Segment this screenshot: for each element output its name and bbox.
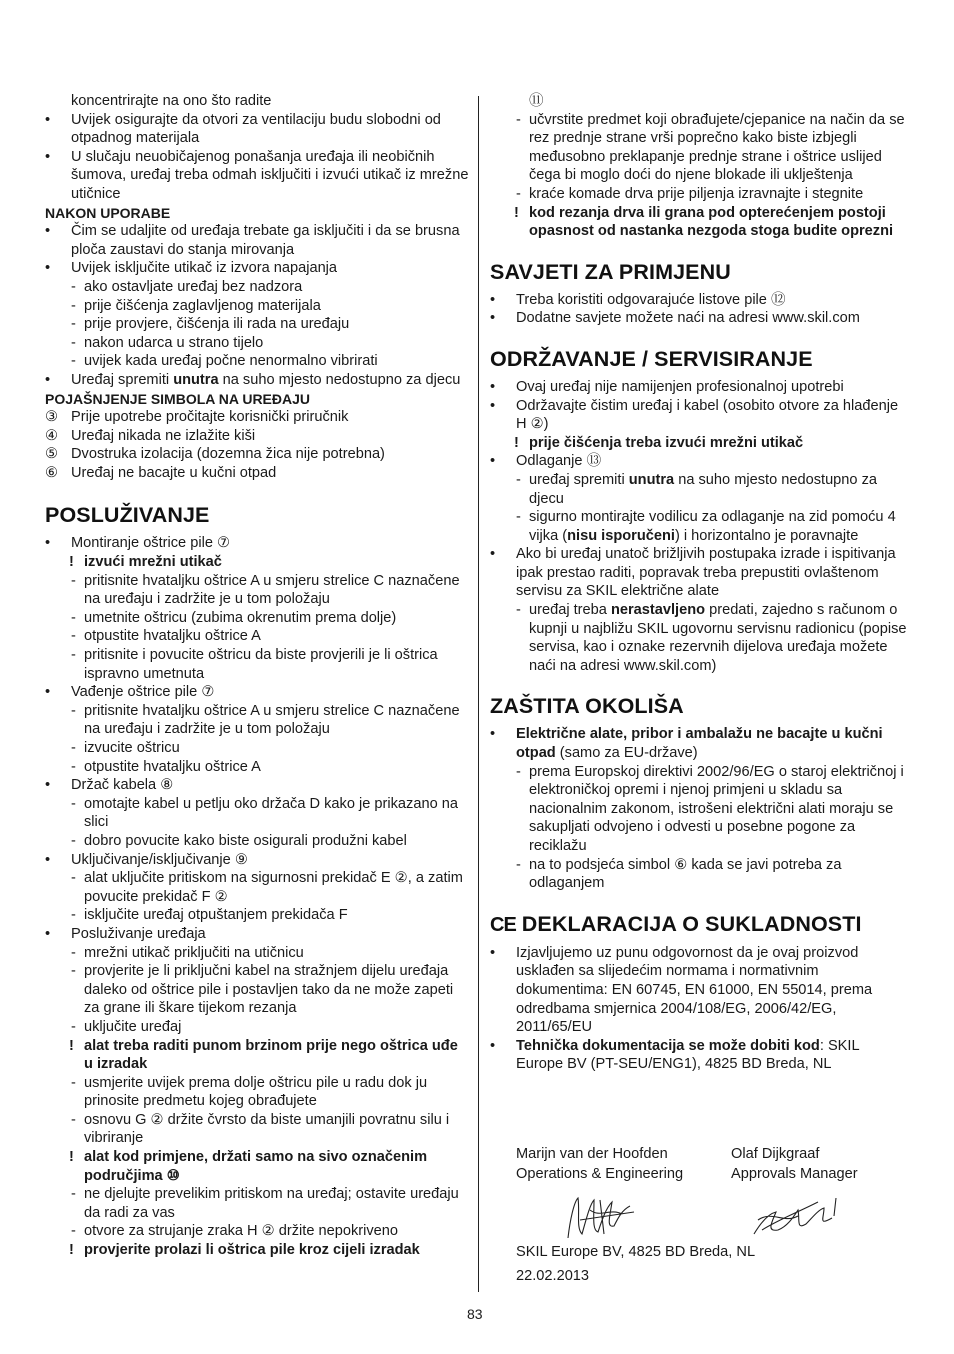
- section-heading-deklaracija: [490, 911, 910, 938]
- operation-item: [45, 925, 470, 944]
- bullet-icon: •: [490, 944, 496, 961]
- maintenance-item: [490, 378, 910, 397]
- bullet-icon: •: [490, 726, 496, 743]
- left-intro-item: [45, 390, 470, 409]
- dash-marker: -: [71, 1186, 76, 1203]
- dash-marker: -: [71, 907, 76, 924]
- left-intro-item: [45, 427, 470, 446]
- left-intro-item: [45, 334, 470, 353]
- left-intro-text: koncentrirajte na ono što radite: [71, 93, 272, 109]
- operation-text: umetnite oštricu (zubima okrenutim prema dolje): [84, 609, 397, 626]
- operation-text: usmjerite uvijek prema dolje oštricu pile u radu dok ju prinosite predmetu kojeg obrađujete: [84, 1074, 428, 1110]
- bullet-icon: •: [45, 851, 51, 868]
- left-intro-item: [45, 408, 470, 427]
- bullet-icon: •: [45, 535, 51, 552]
- right-intro-text: kod rezanja drva ili grana pod opterećenjem postoji opasnost od nastanka nezgoda stoga budite oprezni: [529, 204, 894, 240]
- left-intro-item: [45, 111, 470, 148]
- maintenance-item: [490, 452, 910, 471]
- maintenance-list: [490, 378, 910, 676]
- environment-item: [490, 763, 910, 856]
- operation-item: [45, 627, 470, 646]
- bullet-icon: •: [490, 378, 496, 395]
- operation-text: osnovu G ② držite čvrsto da biste umanjili povratnu silu i vibriranje: [84, 1111, 450, 1147]
- operation-text: pritisnite hvataljku oštrice A u smjeru strelice C naznačene na uređaju i zadržite je u tom položaju: [84, 572, 460, 608]
- signature-left-icon: [560, 1190, 640, 1244]
- warning-mark-icon: !: [514, 434, 519, 451]
- dash-marker: -: [71, 647, 76, 664]
- dash-marker: -: [516, 856, 521, 873]
- tip-item: [490, 309, 910, 328]
- declaration-item: [490, 1037, 910, 1074]
- signatory-left-role: Operations & Engineering: [516, 1166, 684, 1182]
- operation-item: [45, 869, 470, 906]
- symbol-number: ④: [45, 427, 59, 444]
- bullet-icon: •: [490, 397, 496, 414]
- operation-text: alat kod primjene, držati samo na sivo označenim područjima ⑩: [84, 1149, 428, 1184]
- section-heading-zastita: ZAŠTITA OKOLIŠA: [490, 694, 684, 719]
- operation-text: Montiranje oštrice pile ⑦: [71, 535, 231, 552]
- operation-text: pritisnite hvataljku oštrice A u smjeru strelice C naznačene na uređaju i zadržite je u tom položaju: [84, 702, 460, 738]
- signatory-right-role: Approvals Manager: [731, 1166, 858, 1182]
- dash-marker: -: [71, 702, 76, 719]
- operation-item: [45, 1111, 470, 1148]
- left-intro-text: U slučaju neuobičajenog ponašanja uređaja ili neobičnih šumova, uređaj treba odmah isključiti i izvući utikač iz mrežne utičnice: [71, 148, 469, 202]
- dash-marker: -: [71, 628, 76, 645]
- right-intro-text: kraće komade drva prije piljenja izravnajte i stegnite: [529, 185, 864, 202]
- operation-item: [45, 534, 470, 553]
- ce-mark-icon: CE: [490, 913, 516, 936]
- left-intro-text: Čim se udaljite od uređaja trebate ga isključiti i da se brusna ploča zaustavi do stanja mirovanja: [71, 223, 460, 258]
- operation-text: mrežni utikač priključiti na utičnicu: [84, 944, 304, 961]
- operation-text: provjerite prolazi li oštrica pile kroz cijeli izradak: [84, 1242, 420, 1259]
- signatory-left: [516, 1144, 683, 1184]
- warning-mark-icon: !: [69, 1149, 74, 1166]
- bullet-icon: •: [490, 546, 496, 563]
- bullet-icon: •: [45, 371, 51, 388]
- left-intro-item: [45, 371, 470, 390]
- maintenance-item: [490, 434, 910, 453]
- maintenance-text: prije čišćenja treba izvući mrežni utikač: [529, 434, 804, 451]
- operation-text: provjerite je li priključni kabel na stražnjem dijelu uređaja daleko od oštrice pile i postavljen tako da ne može zapeti za grane ili škare tijekom rezanja: [84, 963, 454, 1017]
- operation-item: [45, 1148, 470, 1185]
- application-tips-list: [490, 291, 910, 328]
- operation-text: Vađenje oštrice pile ⑦: [71, 684, 215, 701]
- maintenance-item: [490, 397, 910, 434]
- operation-text: ne djelujte prevelikim pritiskom na uređaj; ostavite uređaju da radi za vas: [84, 1186, 459, 1221]
- maintenance-text: sigurno montirajte vodilicu za odlaganje na zid pomoću 4 vijka (nisu isporučeni) i horizontalno je poravnajte: [529, 509, 896, 544]
- environment-item: [490, 725, 910, 762]
- left-intro-item: [45, 259, 470, 278]
- bullet-icon: •: [45, 260, 51, 277]
- left-intro-text: Dvostruka izolacija (dozemna žica nije potrebna): [71, 446, 385, 463]
- declaration-text: Tehnička dokumentacija se može dobiti kod: SKIL Europe BV (PT-SEU/ENG1), 4825 BD Breda, NL: [516, 1037, 860, 1073]
- right-intro-item: [490, 185, 910, 204]
- operation-text: Posluživanje uređaja: [71, 925, 206, 942]
- environment-list: [490, 725, 910, 892]
- operation-text: otpustite hvataljku oštrice A: [84, 628, 261, 645]
- dash-marker: -: [516, 185, 521, 202]
- left-intro-item: [45, 148, 470, 204]
- dash-marker: -: [71, 609, 76, 626]
- operation-item: [45, 906, 470, 925]
- operation-text: Uključivanje/isključivanje ⑨: [71, 851, 248, 868]
- maintenance-text: Odlaganje ⑬: [516, 453, 602, 470]
- dash-marker: -: [71, 316, 76, 333]
- operation-text: otpustite hvataljku oštrice A: [84, 758, 261, 775]
- left-intro-text: NAKON UPORABE: [45, 204, 171, 221]
- operation-text: alat uključite pritiskom na sigurnosni prekidač E ②, a zatim povucite prekidač F ②: [84, 870, 463, 905]
- operation-item: [45, 758, 470, 777]
- maintenance-text: uređaj treba nerastavljeno predati, zajedno s računom o kupnji u najbližu SKIL ugovornu servisnu radionicu (popise servisa, kao i oznake rezervnih dijelova uređaja možete naći na adresi www.skil.com): [529, 602, 907, 674]
- operation-item: [45, 776, 470, 795]
- bullet-icon: •: [45, 223, 51, 240]
- page-number: 83: [467, 1306, 483, 1322]
- declaration-list: [490, 944, 910, 1074]
- environment-text: Električne alate, pribor i ambalažu ne bacajte u kučni otpad (samo za EU-države): [516, 726, 883, 762]
- dash-marker: -: [516, 763, 521, 780]
- left-intro-text: Uređaj spremiti unutra na suho mjesto nedostupno za djecu: [71, 371, 461, 388]
- right-intro-text: učvrstite predmet koji obrađujete/cjepanice na način da se rez prednje strane vrši poprečno kako biste izbjegli međusobno preklapanje prednje strane i oštrice uslijed čega bi moglo doći do njene blokade ili uklještenja: [529, 111, 905, 184]
- environment-text: na to podsjeća simbol ⑥ kada se javi potreba za odlaganjem: [529, 856, 842, 892]
- operation-text: pritisnite i povucite oštricu da biste provjerili je li oštrica ispravno umetnuta: [84, 647, 438, 682]
- operation-item: [45, 1185, 470, 1222]
- dash-marker: -: [71, 870, 76, 887]
- maintenance-text: Ako bi uređaj unatoč brižljivih postupaka izrade i ispitivanja ipak prestao raditi, popravak treba prepustiti ovlaštenom servisu za SKIL električne alate: [516, 546, 896, 600]
- section-heading-odrzavanje: ODRŽAVANJE / SERVISIRANJE: [490, 346, 813, 371]
- operation-item: [45, 832, 470, 851]
- signature-block: [516, 1144, 916, 1284]
- column-divider: [478, 96, 479, 1292]
- operation-item: [45, 851, 470, 870]
- maintenance-item: [490, 471, 910, 508]
- operation-item: [45, 739, 470, 758]
- dash-marker: -: [516, 509, 521, 526]
- dash-marker: -: [71, 963, 76, 980]
- operation-text: izvucite oštricu: [84, 740, 180, 756]
- operation-item: [45, 702, 470, 739]
- signature-date: 22.02.2013: [516, 1268, 590, 1284]
- operation-text: Držač kabela ⑧: [71, 777, 174, 794]
- left-intro-item: [45, 315, 470, 334]
- bullet-icon: •: [45, 777, 51, 794]
- right-intro-list: [490, 92, 910, 241]
- dash-marker: -: [516, 602, 521, 619]
- operation-instructions-list: [45, 534, 470, 1259]
- warning-mark-icon: !: [69, 1037, 74, 1054]
- maintenance-item: [490, 601, 910, 675]
- dash-marker: -: [71, 1111, 76, 1128]
- declaration-text: Izjavljujemo uz punu odgovornost da je ovaj proizvod usklađen sa slijedećim normama i normativnim dokumentima: EN 60745, EN 61000, EN 55014, prema odredbama smjernica 2004/108/EG, 2006/42/EG, 2011/65/EU: [516, 944, 873, 1036]
- dash-marker: -: [71, 1074, 76, 1091]
- left-intro-text: ako ostavljate uređaj bez nadzora: [84, 278, 303, 295]
- signatory-names: [516, 1144, 916, 1188]
- dash-marker: -: [71, 795, 76, 812]
- signatory-right: [731, 1144, 858, 1184]
- symbol-number: ⑤: [45, 446, 59, 463]
- bullet-icon: •: [490, 291, 496, 308]
- dash-marker: -: [71, 758, 76, 775]
- maintenance-text: Održavajte čistim uređaj i kabel (osobito otvore za hlađenje H ②): [516, 397, 899, 433]
- operation-item: [45, 1018, 470, 1037]
- bullet-icon: •: [490, 1037, 496, 1054]
- dash-marker: -: [71, 334, 76, 351]
- section-heading-rukovanje: POSLUŽIVANJE: [45, 503, 210, 528]
- signature-company: SKIL Europe BV, 4825 BD Breda, NL: [516, 1244, 756, 1260]
- dash-marker: -: [71, 1223, 76, 1240]
- operation-text: alat treba raditi punom brzinom prije nego oštrica uđe u izradak: [84, 1037, 458, 1073]
- left-intro-text: POJAŠNJENJE SIMBOLA NA UREĐAJU: [45, 390, 311, 407]
- operation-item: [45, 1241, 470, 1260]
- left-intro-item: [45, 278, 470, 297]
- warning-mark-icon: !: [69, 1242, 74, 1259]
- right-column: [490, 92, 910, 1074]
- left-intro-text: uvijek kada uređaj počne nenormalno vibrirati: [84, 353, 378, 370]
- operation-item: [45, 944, 470, 963]
- maintenance-text: Ovaj uređaj nije namijenjen profesionalnoj upotrebi: [516, 378, 844, 395]
- dash-marker: -: [516, 111, 521, 128]
- operation-item: [45, 572, 470, 609]
- dash-marker: -: [71, 278, 76, 295]
- operation-text: dobro povucite kako biste osigurali produžni kabel: [84, 832, 407, 849]
- left-intro-item: [45, 204, 470, 223]
- left-intro-item: [45, 352, 470, 371]
- bullet-icon: •: [45, 111, 51, 128]
- right-intro-item: [490, 92, 910, 111]
- operation-text: otvore za strujanje zraka H ② držite nepokriveno: [84, 1223, 399, 1240]
- left-intro-text: Prije upotrebe pročitajte korisnički priručnik: [71, 409, 349, 426]
- left-intro-text: nakon udarca u strano tijelo: [84, 334, 264, 351]
- signatory-left-name: Marijn van der Hoofden: [516, 1146, 668, 1162]
- left-intro-text: Uređaj ne bacajte u kučni otpad: [71, 464, 277, 481]
- right-intro-item: [490, 204, 910, 241]
- left-intro-text: prije čišćenja zaglavljenog materijala: [84, 297, 321, 314]
- operation-text: uključite uređaj: [84, 1018, 182, 1035]
- left-intro-text: Uvijek osigurajte da otvori za ventilaciju budu slobodni od otpadnog materijala: [71, 111, 441, 147]
- operation-text: isključite uređaj otpuštanjem prekidača F: [84, 907, 348, 924]
- operation-item: [45, 553, 470, 572]
- left-column: [45, 92, 470, 1260]
- declaration-heading-text: DEKLARACIJA O SUKLADNOSTI: [521, 911, 862, 936]
- dash-marker: -: [71, 832, 76, 849]
- warning-mark-icon: !: [69, 554, 74, 571]
- operation-item: [45, 1074, 470, 1111]
- symbol-number: ③: [45, 409, 59, 426]
- operation-item: [45, 646, 470, 683]
- section-heading-savjeti: SAVJETI ZA PRIMJENU: [490, 259, 731, 284]
- left-intro-list: [45, 92, 470, 482]
- dash-marker: -: [71, 572, 76, 589]
- operation-item: [45, 609, 470, 628]
- operation-item: [45, 962, 470, 1018]
- bullet-icon: •: [490, 453, 496, 470]
- dash-marker: -: [516, 471, 521, 488]
- left-intro-item: [45, 445, 470, 464]
- left-intro-text: prije provjere, čišćenja ili rada na uređaju: [84, 316, 350, 333]
- operation-item: [45, 795, 470, 832]
- left-intro-text: Uvijek isključite utikač iz izvora napajanja: [71, 260, 338, 277]
- maintenance-text: uređaj spremiti unutra na suho mjesto nedostupno za djecu: [529, 471, 878, 507]
- tip-text: Treba koristiti odgovarajuće listove pile ⑫: [516, 291, 786, 308]
- operation-item: [45, 683, 470, 702]
- environment-text: prema Europskoj direktivi 2002/96/EG o staroj električnoj i elektroničkoj opremi i njenoj primjeni u skladu sa nacionalnim zakonom, istrošeni električni alati moraju se sakupljati odvojeno i odvesti u posebne pogone za reciklažu: [529, 763, 904, 854]
- tip-text: Dodatne savjete možete naći na adresi www.skil.com: [516, 310, 860, 327]
- bullet-icon: •: [45, 148, 51, 165]
- left-intro-text: Uređaj nikada ne izlažite kiši: [71, 427, 256, 444]
- environment-item: [490, 856, 910, 893]
- dash-marker: -: [71, 944, 76, 961]
- right-intro-item: [490, 111, 910, 185]
- right-intro-text: ⑪: [529, 93, 544, 109]
- signatory-right-name: Olaf Dijkgraaf: [731, 1146, 820, 1162]
- dash-marker: -: [71, 1018, 76, 1035]
- declaration-item: [490, 944, 910, 1037]
- bullet-icon: •: [490, 310, 496, 327]
- operation-text: izvući mrežni utikač: [84, 554, 222, 571]
- left-intro-item: [45, 297, 470, 316]
- operation-item: [45, 1037, 470, 1074]
- bullet-icon: •: [45, 684, 51, 701]
- dash-marker: -: [71, 297, 76, 314]
- signature-right-icon: [748, 1190, 848, 1244]
- bullet-icon: •: [45, 925, 51, 942]
- dash-marker: -: [71, 353, 76, 370]
- operation-text: omotajte kabel u petlju oko držača D kako je prikazano na slici: [84, 795, 458, 831]
- left-intro-item: [45, 222, 470, 259]
- maintenance-item: [490, 545, 910, 601]
- warning-mark-icon: !: [514, 204, 519, 221]
- left-intro-item: [45, 92, 470, 111]
- maintenance-item: [490, 508, 910, 545]
- tip-item: [490, 291, 910, 310]
- left-intro-item: [45, 464, 470, 483]
- dash-marker: -: [71, 740, 76, 756]
- operation-item: [45, 1222, 470, 1241]
- symbol-number: ⑥: [45, 464, 59, 481]
